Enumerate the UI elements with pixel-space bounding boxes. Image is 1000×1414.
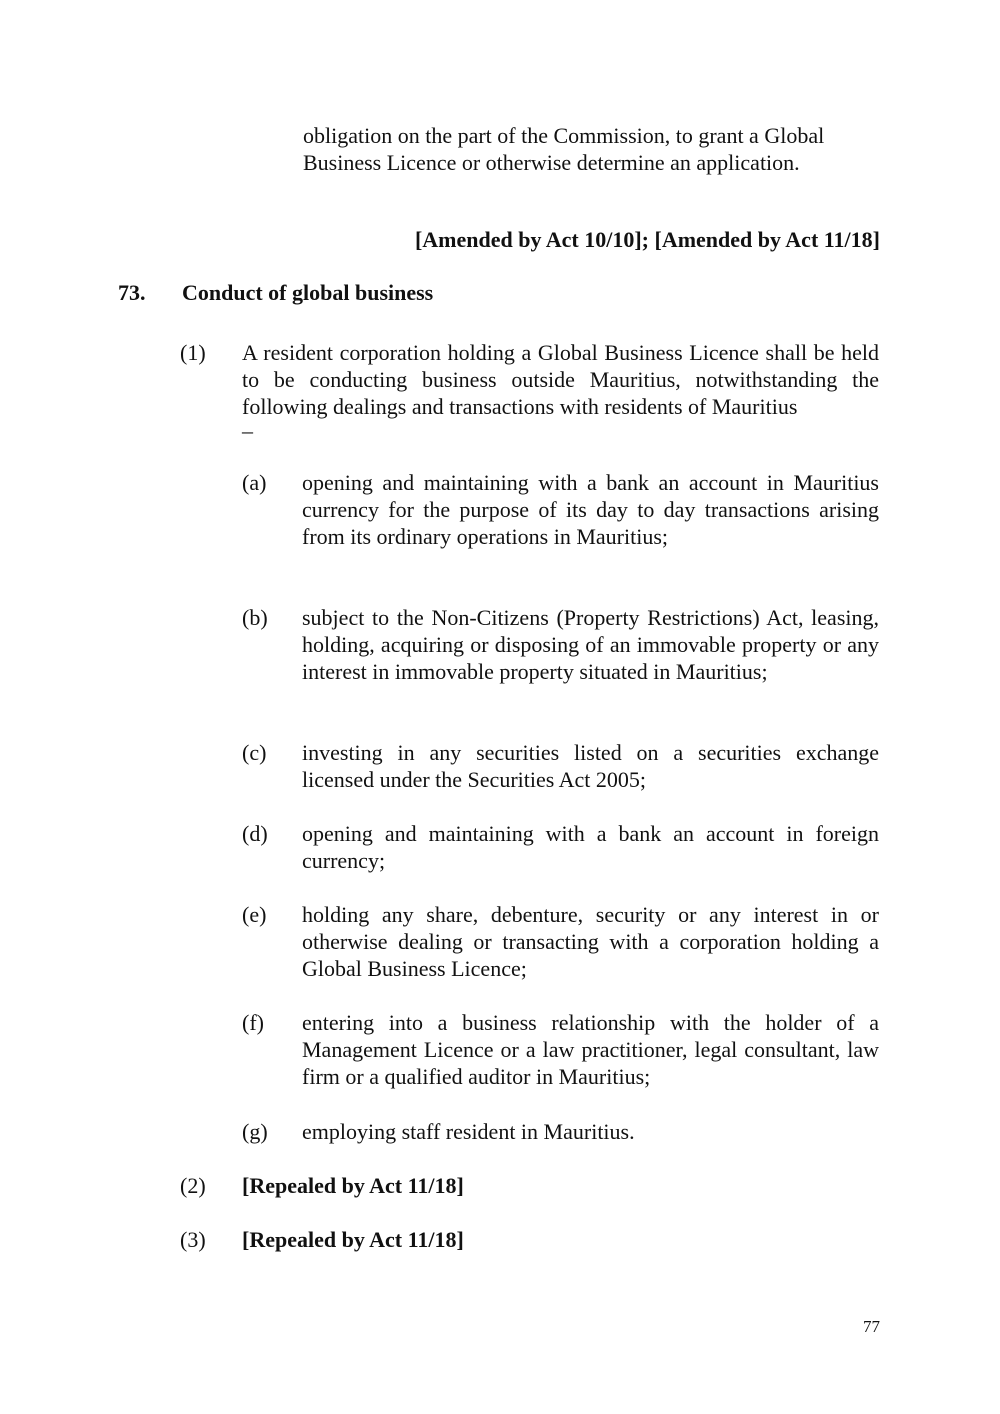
item-a-label: (a) xyxy=(242,470,267,495)
item-b-text: subject to the Non-Citizens (Property Restrictions) Act, leasing, holding, acquiring or disposing of an immovable property or any interest in immovable property situated in Mauritius; xyxy=(302,605,879,684)
section-number: 73. xyxy=(118,280,146,305)
subsection-1-text: A resident corporation holding a Global Business Licence shall be held to be conducting business outside Mauritius, notwithstanding the following dealings and transactions with residents of Mauritius xyxy=(242,340,879,419)
subsection-1-label: (1) xyxy=(180,340,206,365)
subsection-1-dash: – xyxy=(242,418,253,443)
item-d-text: opening and maintaining with a bank an account in foreign currency; xyxy=(302,821,879,873)
subsection-2-text: [Repealed by Act 11/18] xyxy=(242,1173,464,1198)
subsection-3-text: [Repealed by Act 11/18] xyxy=(242,1227,464,1252)
item-a-text: opening and maintaining with a bank an account in Mauritius currency for the purpose of its day to day transactions arising from its ordinary operations in Mauritius; xyxy=(302,470,879,549)
subsection-2-label: (2) xyxy=(180,1173,206,1198)
item-d-label: (d) xyxy=(242,821,268,846)
amendment-note: [Amended by Act 10/10]; [Amended by Act 11/18] xyxy=(414,227,880,252)
item-c-text: investing in any securities listed on a securities exchange licensed under the Securities Act 2005; xyxy=(302,740,879,792)
subsection-3-label: (3) xyxy=(180,1227,206,1252)
page-number: 77 xyxy=(863,1317,880,1336)
item-f-text: entering into a business relationship with the holder of a Management Licence or a law practitioner, legal consultant, law firm or a qualified auditor in Mauritius; xyxy=(302,1010,879,1089)
item-c-label: (c) xyxy=(242,740,267,765)
item-b-label: (b) xyxy=(242,605,268,630)
item-f-label: (f) xyxy=(242,1010,264,1035)
item-g-label: (g) xyxy=(242,1119,268,1144)
item-g-text: employing staff resident in Mauritius. xyxy=(302,1119,635,1144)
item-e-label: (e) xyxy=(242,902,267,927)
item-e-text: holding any share, debenture, security or any interest in or otherwise dealing or transacting with a corporation holding a Global Business Licence; xyxy=(302,902,879,981)
continuation-paragraph: obligation on the part of the Commission, to grant a Global Business Licence or otherwise determine an application. xyxy=(303,123,825,175)
section-title: Conduct of global business xyxy=(182,280,434,305)
